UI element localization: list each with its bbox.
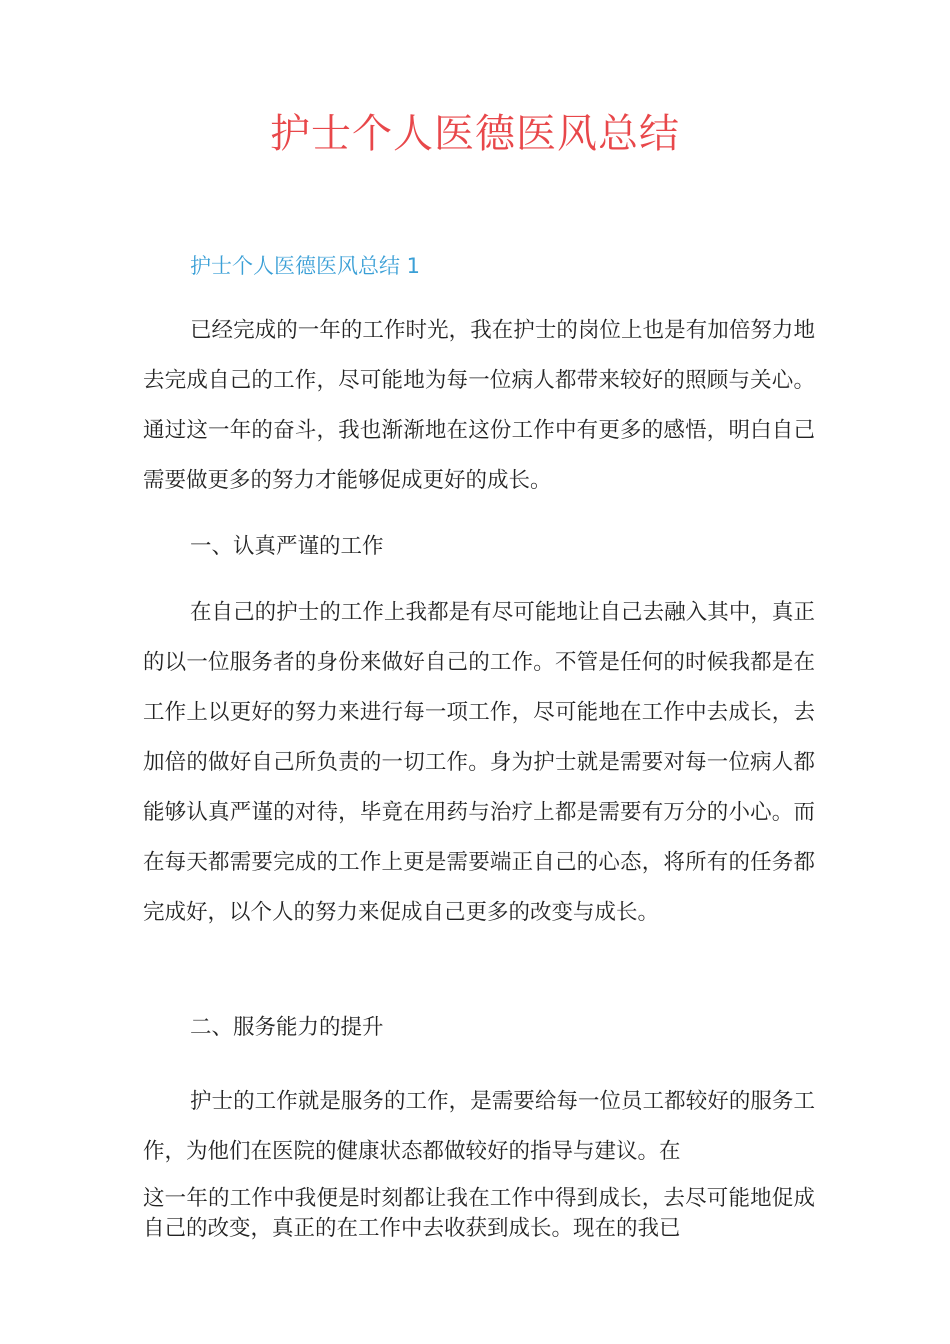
page-title: 护士个人医德医风总结 <box>270 111 680 157</box>
heading-1: 一、认真严谨的工作 <box>190 534 384 559</box>
paragraph-2: 在自己的护士的工作上我都是有尽可能地让自己去融入其中，真正的以一位服务者的身份来做好自己的工作。不管是任何的时候我都是在工作上以更好的努力来进行每一项工作，尽可能地在工作中去成长，去加倍的做好自己所负责的一切工作。身为护士就是需要对每一位病人都能够认真严谨的对待，毕竟在用药与治疗上都是需要有万分的小心。而在每天都需要完成的工作上更是需要端正自己的心态，将所有的任务都完成好，以个人的努力来促成自己更多的改变与成长。 <box>143 600 815 925</box>
paragraph-3: 护士的工作就是服务的工作，是需要给每一位员工都较好的服务工作，为他们在医院的健康状态都做较好的指导与建议。在 <box>143 1089 815 1164</box>
paragraph-1: 已经完成的一年的工作时光，我在护士的岗位上也是有加倍努力地去完成自己的工作，尽可能地为每一位病人都带来较好的照顾与关心。通过这一年的奋斗，我也渐渐地在这份工作中有更多的感悟，明白自己需要做更多的努力才能够促成更好的成长。 <box>143 318 815 493</box>
paragraph-4: 这一年的工作中我便是时刻都让我在工作中得到成长，去尽可能地促成自己的改变，真正的在工作中去收获到成长。现在的我已 <box>143 1186 815 1241</box>
heading-2: 二、服务能力的提升 <box>190 1015 384 1040</box>
section-subtitle: 护士个人医德医风总结 1 <box>190 254 421 278</box>
